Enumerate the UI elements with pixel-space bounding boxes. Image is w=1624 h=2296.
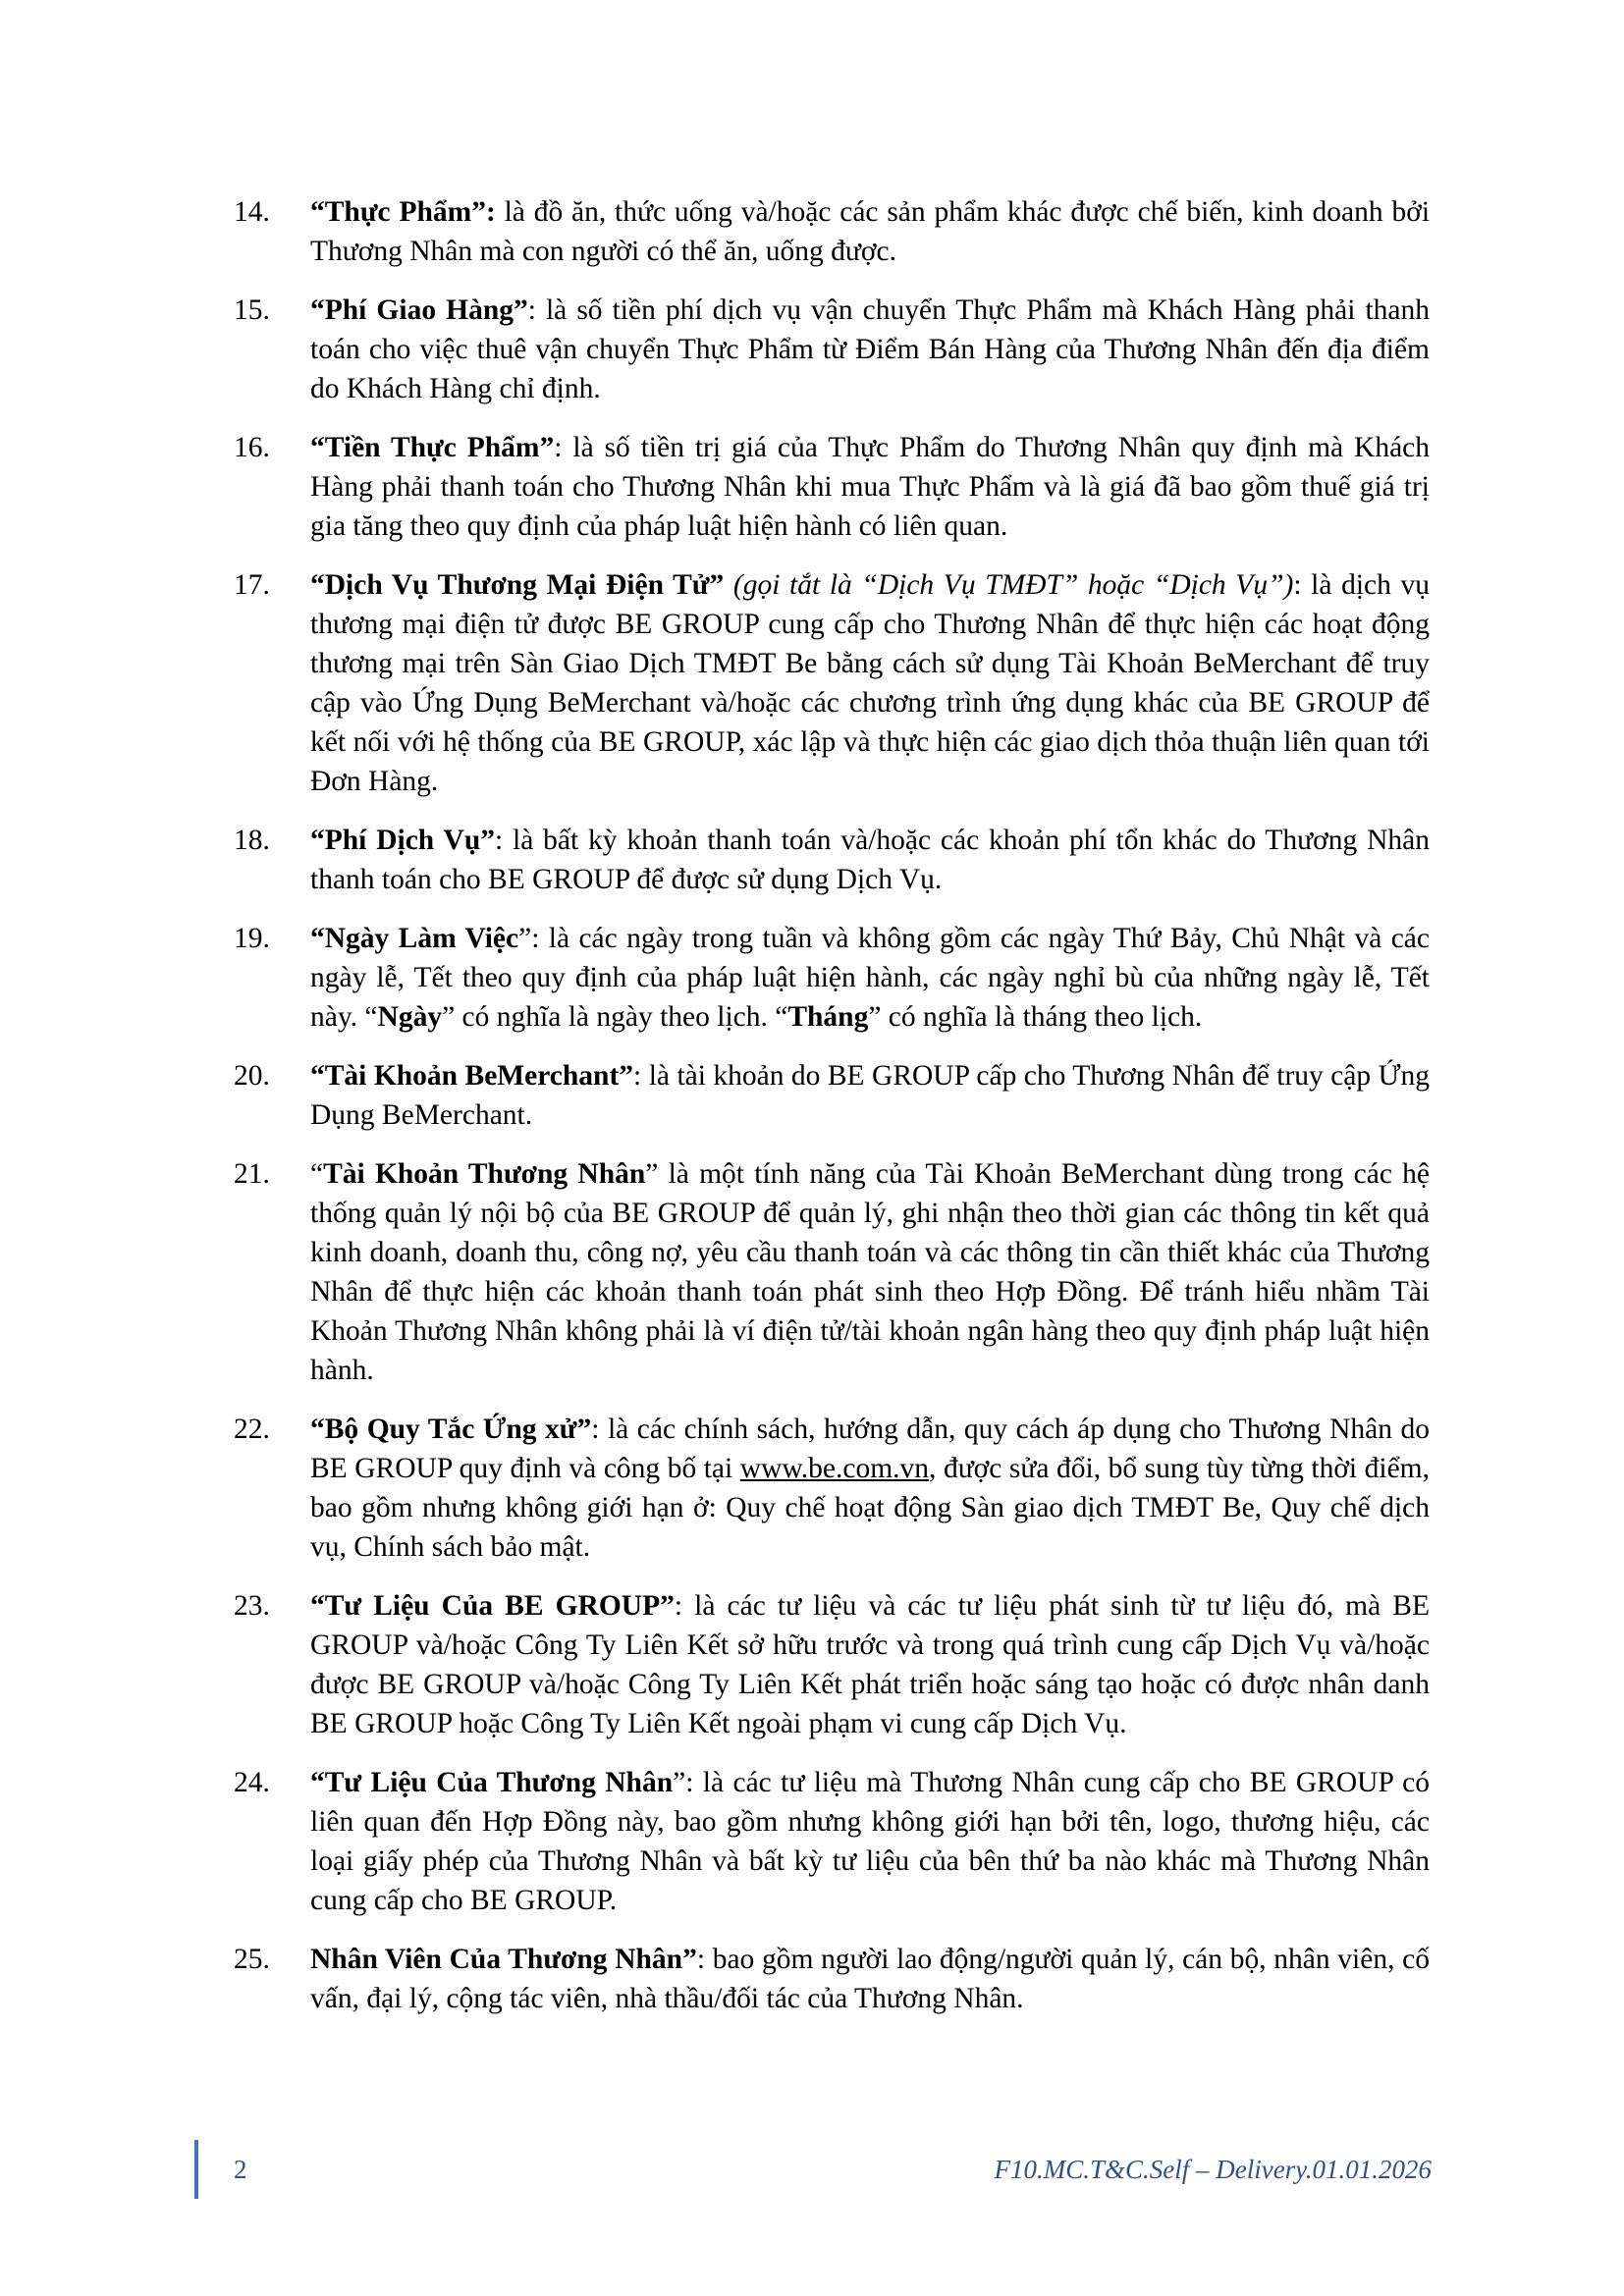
- definition-number: 25.: [234, 1944, 270, 1975]
- defined-term: “Phí Giao Hàng”: [310, 294, 528, 326]
- definition-text: [310, 821, 1430, 899]
- footer-accent-bar: [194, 2140, 198, 2199]
- defined-term: Tháng: [787, 1001, 869, 1033]
- defined-term: “Ngày Làm Việc: [310, 923, 519, 954]
- definition-number: 21.: [234, 1158, 270, 1190]
- definition-text: [310, 428, 1430, 546]
- definition-number: 17.: [234, 569, 270, 601]
- footer-document-code: F10.MC.T&C.Self – Delivery.01.01.2026: [994, 2155, 1432, 2184]
- definition-segment: [724, 569, 733, 601]
- definition-text: [310, 1586, 1430, 1743]
- definition-segment: : là số tiền phí dịch vụ vận chuyển Thực Phẩm mà Khách Hàng phải thanh toán cho việc thuê vận chuyển Thực Phẩm từ Điểm Bán Hàng của Thương Nhân đến địa điểm do Khách Hàng chỉ định.: [310, 294, 1430, 404]
- definition-item: [234, 1056, 1430, 1135]
- definition-segment: “: [310, 1158, 324, 1190]
- definition-segment: : là dịch vụ thương mại điện tử được BE GROUP cung cấp cho Thương Nhân để thực hiện các hoạt động thương mại trên Sàn Giao Dịch TMĐT Be bằng cách sử dụng Tài Khoản BeMerchant để truy cập vào Ứng Dụng BeMerchant và/hoặc các chương trình ứng dụng khác của BE GROUP để kết nối với hệ thống của BE GROUP, xác lập và thực hiện các giao dịch thỏa thuận liên quan tới Đơn Hàng.: [310, 569, 1430, 797]
- footer-page-number: 2: [234, 2155, 247, 2184]
- defined-term: Ngày: [377, 1001, 443, 1033]
- defined-term: “Phí Dịch Vụ”: [310, 825, 495, 856]
- definition-number: 16.: [234, 432, 270, 463]
- definition-number: 18.: [234, 825, 270, 856]
- definition-item: [234, 821, 1430, 899]
- definition-text: [310, 1410, 1430, 1567]
- definition-item: [234, 1940, 1430, 2018]
- definition-segment: : là số tiền trị giá của Thực Phẩm do Thương Nhân quy định mà Khách Hàng phải thanh toán cho Thương Nhân khi mua Thực Phẩm và là giá đã bao gồm thuế giá trị gia tăng theo quy định của pháp luật hiện hành có liên quan.: [310, 432, 1431, 542]
- definition-segment: ” có nghĩa là ngày theo lịch. “: [442, 1001, 788, 1033]
- definition-segment: ” là một tính năng của Tài Khoản BeMerchant dùng trong các hệ thống quản lý nội bộ của BE GROUP để quản lý, ghi nhận theo thời gian các thông tin kết quả kinh doanh, doanh thu, công nợ, yêu cầu thanh toán và các thông tin cần thiết khác của Thương Nhân để thực hiện các khoản thanh toán phát sinh theo Hợp Đồng. Để tránh hiểu nhầm Tài Khoản Thương Nhân không phải là ví điện tử/tài khoản ngân hàng theo quy định pháp luật hiện hành.: [310, 1158, 1430, 1386]
- definition-number: 14.: [234, 196, 270, 228]
- definition-text: [310, 192, 1430, 271]
- definition-segment: : là bất kỳ khoản thanh toán và/hoặc các khoản phí tổn khác do Thương Nhân thanh toán cho BE GROUP để được sử dụng Dịch Vụ.: [310, 825, 1430, 895]
- defined-term: “Tiền Thực Phẩm”: [310, 432, 555, 463]
- defined-term: Nhân Viên Của Thương Nhân”: [310, 1944, 697, 1975]
- definition-segment: ”: là các tư liệu mà Thương Nhân cung cấp cho BE GROUP có liên quan đến Hợp Đồng này, bao gồm nhưng không giới hạn bởi tên, logo, thương hiệu, các loại giấy phép của Thương Nhân và bất kỳ tư liệu của bên thứ ba nào khác mà Thương Nhân cung cấp cho BE GROUP.: [310, 1767, 1430, 1916]
- definition-segment: : là các tư liệu và các tư liệu phát sinh từ tư liệu đó, mà BE GROUP và/hoặc Công Ty Liên Kết sở hữu trước và trong quá trình cung cấp Dịch Vụ và/hoặc được BE GROUP và/hoặc Công Ty Liên Kết phát triển hoặc sáng tạo hoặc có được nhân danh BE GROUP hoặc Công Ty Liên Kết ngoài phạm vi cung cấp Dịch Vụ.: [310, 1590, 1430, 1739]
- definition-segment: ”: là các ngày trong tuần và không gồm các ngày Thứ Bảy, Chủ Nhật và các ngày lễ, Tết theo quy định của pháp luật hiện hành, các ngày nghỉ bù của những ngày lễ, Tết này. “: [310, 923, 1430, 1033]
- definition-text: [310, 1154, 1430, 1390]
- defined-term: “Dịch Vụ Thương Mại Điện Tử”: [310, 569, 725, 601]
- definition-segment: : là tài khoản do BE GROUP cấp cho Thương Nhân để truy cập Ứng Dụng BeMerchant.: [310, 1060, 1430, 1131]
- definition-text: [310, 291, 1430, 408]
- definition-text: [310, 1056, 1430, 1135]
- definition-number: 23.: [234, 1590, 270, 1622]
- defined-term: “Bộ Quy Tắc Ứng xử”: [310, 1414, 592, 1445]
- definition-segment: , được sửa đổi, bổ sung tùy từng thời điểm, bao gồm nhưng không giới hạn ở: Quy chế hoạt động Sàn giao dịch TMĐT Be, Quy chế dịch vụ, Chính sách bảo mật.: [310, 1453, 1431, 1563]
- definition-text: [310, 919, 1430, 1037]
- defined-term: “Thực Phẩm”:: [310, 196, 496, 228]
- defined-term: “Tư Liệu Của Thương Nhân: [310, 1767, 674, 1798]
- definition-item: [234, 1763, 1430, 1920]
- definition-number: 24.: [234, 1767, 270, 1798]
- defined-term: “Tư Liệu Của BE GROUP”: [310, 1590, 675, 1622]
- definition-text: [310, 1940, 1430, 2018]
- definition-segment: : là các chính sách, hướng dẫn, quy cách áp dụng cho Thương Nhân do BE GROUP quy định và công bố tại: [310, 1414, 1430, 1484]
- defined-term: “Tài Khoản BeMerchant”: [310, 1060, 634, 1092]
- definition-text: [310, 1763, 1430, 1920]
- definition-item: [234, 192, 1430, 271]
- definition-item: [234, 1410, 1430, 1567]
- definition-number: 20.: [234, 1060, 270, 1092]
- defined-term: Tài Khoản Thương Nhân: [323, 1158, 646, 1190]
- definition-segment: là đồ ăn, thức uống và/hoặc các sản phẩm khác được chế biến, kinh doanh bởi Thương Nhân mà con người có thể ăn, uống được.: [310, 196, 1431, 267]
- website-link[interactable]: www.be.com.vn: [739, 1453, 930, 1484]
- definition-item: [234, 428, 1430, 546]
- definition-text: [310, 565, 1430, 801]
- definition-segment: ” có nghĩa là tháng theo lịch.: [868, 1001, 1203, 1033]
- definitions-list: [234, 192, 1430, 2038]
- definition-item: [234, 1586, 1430, 1743]
- definition-number: 22.: [234, 1414, 270, 1445]
- definition-number: 19.: [234, 923, 270, 954]
- definition-number: 15.: [234, 294, 270, 326]
- definition-item: [234, 919, 1430, 1037]
- term-abbreviation-note: (gọi tắt là “Dịch Vụ TMĐT” hoặc “Dịch Vụ”): [732, 569, 1294, 601]
- definition-item: [234, 1154, 1430, 1390]
- definition-segment: : bao gồm người lao động/người quản lý, cán bộ, nhân viên, cố vấn, đại lý, cộng tác viên, nhà thầu/đối tác của Thương Nhân.: [310, 1944, 1430, 2014]
- definition-item: [234, 291, 1430, 408]
- definition-item: [234, 565, 1430, 801]
